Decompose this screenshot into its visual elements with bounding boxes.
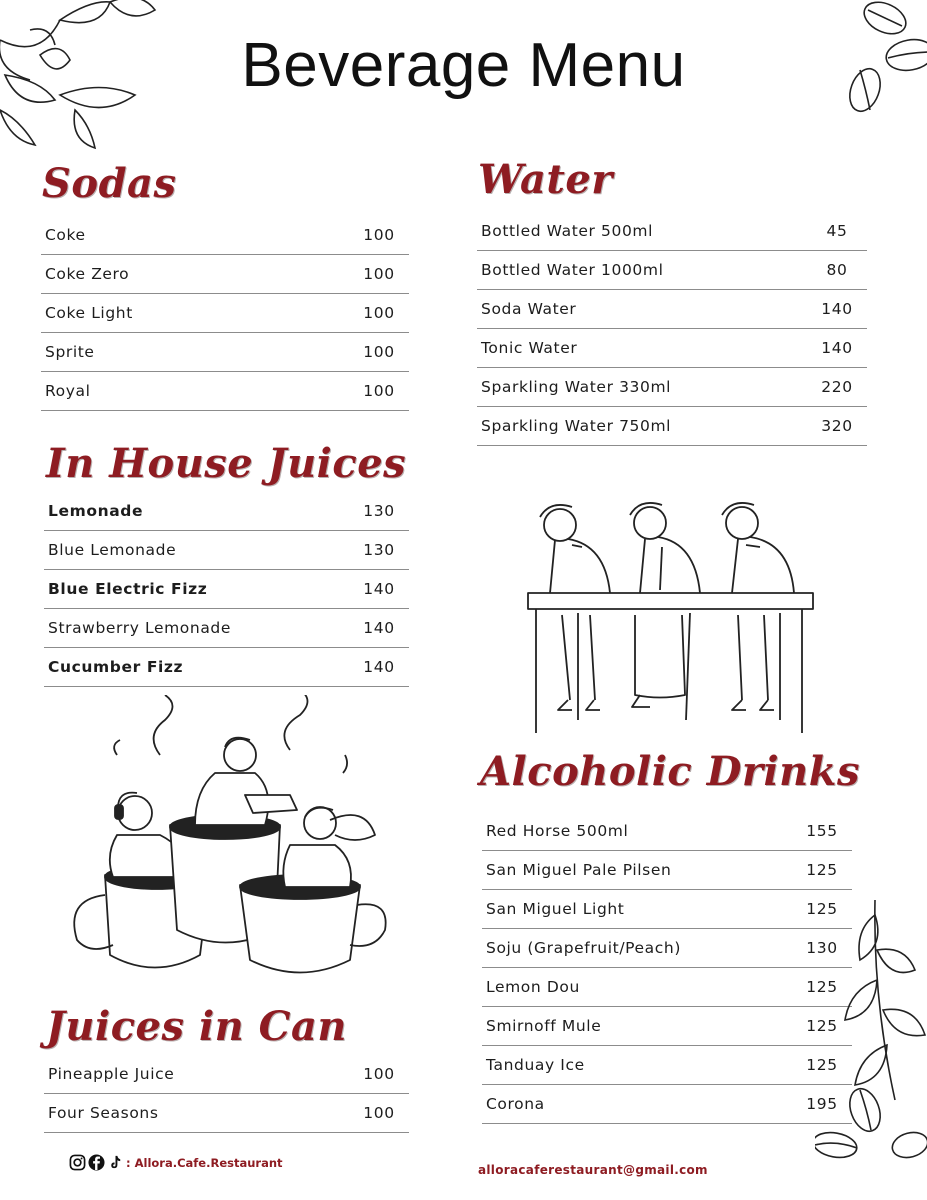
- people-in-coffee-cups-illustration: [65, 695, 390, 990]
- list-item: Blue Lemonade 130: [44, 531, 409, 570]
- sodas-list: [41, 216, 409, 411]
- list-item: Sprite 100: [41, 333, 409, 372]
- list-item: Coke Zero 100: [41, 255, 409, 294]
- list-item: San Miguel Light 125: [482, 890, 852, 929]
- list-item: Bottled Water 500ml 45: [477, 212, 867, 251]
- list-item: Soda Water 140: [477, 290, 867, 329]
- page-title: Beverage Menu: [241, 31, 686, 100]
- social-handle: : Allora.Cafe.Restaurant: [126, 1155, 283, 1170]
- list-item: Blue Electric Fizz 140: [44, 570, 409, 609]
- list-item: Corona 195: [482, 1085, 852, 1124]
- list-item: Sparkling Water 330ml 220: [477, 368, 867, 407]
- list-item: Strawberry Lemonade 140: [44, 609, 409, 648]
- facebook-icon[interactable]: [88, 1154, 105, 1171]
- people-at-bar-illustration: [510, 495, 815, 735]
- sodas-heading: Sodas: [42, 160, 177, 207]
- list-item: Red Horse 500ml 155: [482, 812, 852, 851]
- list-item: Coke 100: [41, 216, 409, 255]
- list-item: Bottled Water 1000ml 80: [477, 251, 867, 290]
- list-item: Tanduay Ice 125: [482, 1046, 852, 1085]
- alcohol-heading: Alcoholic Drinks: [480, 748, 860, 795]
- list-item: Royal 100: [41, 372, 409, 411]
- alcohol-list: [482, 812, 852, 1124]
- tiktok-icon[interactable]: [107, 1154, 124, 1171]
- list-item: San Miguel Pale Pilsen 125: [482, 851, 852, 890]
- leaf-illustration: [815, 900, 927, 1170]
- juices-heading: In House Juices: [46, 440, 407, 487]
- juices-list: [44, 492, 409, 687]
- contact-email[interactable]: alloracaferestaurant@gmail.com: [478, 1163, 708, 1177]
- water-list: [477, 212, 867, 446]
- social-links: [69, 1154, 283, 1171]
- list-item: Smirnoff Mule 125: [482, 1007, 852, 1046]
- list-item: Four Seasons 100: [44, 1094, 409, 1133]
- list-item: Cucumber Fizz 140: [44, 648, 409, 687]
- can-list: [44, 1055, 409, 1133]
- can-heading: Juices in Can: [46, 1003, 347, 1050]
- list-item: Pineapple Juice 100: [44, 1055, 409, 1094]
- list-item: Sparkling Water 750ml 320: [477, 407, 867, 446]
- instagram-icon[interactable]: [69, 1154, 86, 1171]
- list-item: Lemonade 130: [44, 492, 409, 531]
- list-item: Lemon Dou 125: [482, 968, 852, 1007]
- water-heading: Water: [478, 156, 613, 203]
- list-item: Coke Light 100: [41, 294, 409, 333]
- list-item: Soju (Grapefruit/Peach) 130: [482, 929, 852, 968]
- list-item: Tonic Water 140: [477, 329, 867, 368]
